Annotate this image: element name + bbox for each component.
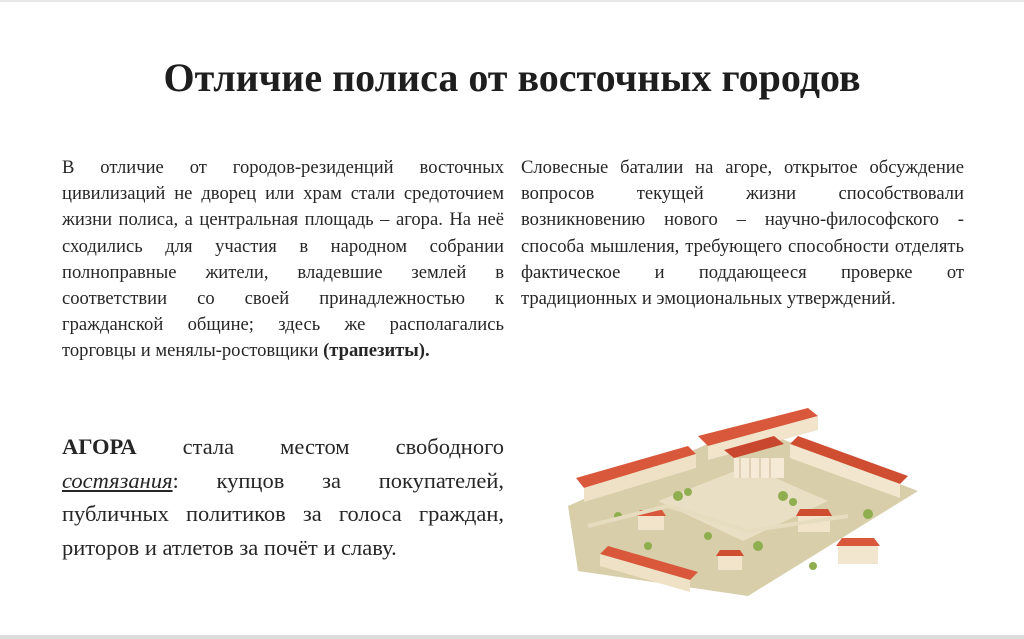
agora-illustration-icon xyxy=(548,396,930,600)
competition-term: состязания xyxy=(62,467,173,493)
trapezity-term: (трапезиты). xyxy=(323,340,430,362)
agora-term: АГОРА xyxy=(62,434,137,459)
agora-text-block xyxy=(62,430,504,564)
right-paragraph: Словесные баталии на агоре, открытое обсуждение вопросов текущей жизни способствовали возникновению нового – научно-философского - способа мышления, требующего способности отделять фактическое и поддающееся проверке от традиционных и эмоциональных утверждений. xyxy=(521,157,964,310)
agora-paragraph xyxy=(62,430,504,564)
left-text-block xyxy=(62,155,504,365)
left-paragraph-text: В отличие от городов-резиденций восточных цивилизаций не дворец или храм стали средоточием жизни полиса, а центральная площадь – агора. На неё сходились для участия в народном собрании полноправные жители, владевшие землей в соответствии со своей принадлежностью к гражданской общине; здесь же располагались торговцы и менялы-ростовщики xyxy=(62,157,504,362)
slide-title: Отличие полиса от восточных городов xyxy=(163,55,861,100)
left-paragraph xyxy=(62,155,504,365)
agora-text-part2: : купцов за покупателей, публичных политиков за голоса граждан, риторов и атлетов за почёт и славу. xyxy=(62,467,504,560)
slide-bottom-border xyxy=(0,635,1024,639)
slide-top-border xyxy=(0,0,1024,2)
agora-text-part1: стала местом свободного xyxy=(136,434,504,459)
right-text-block xyxy=(521,155,964,312)
